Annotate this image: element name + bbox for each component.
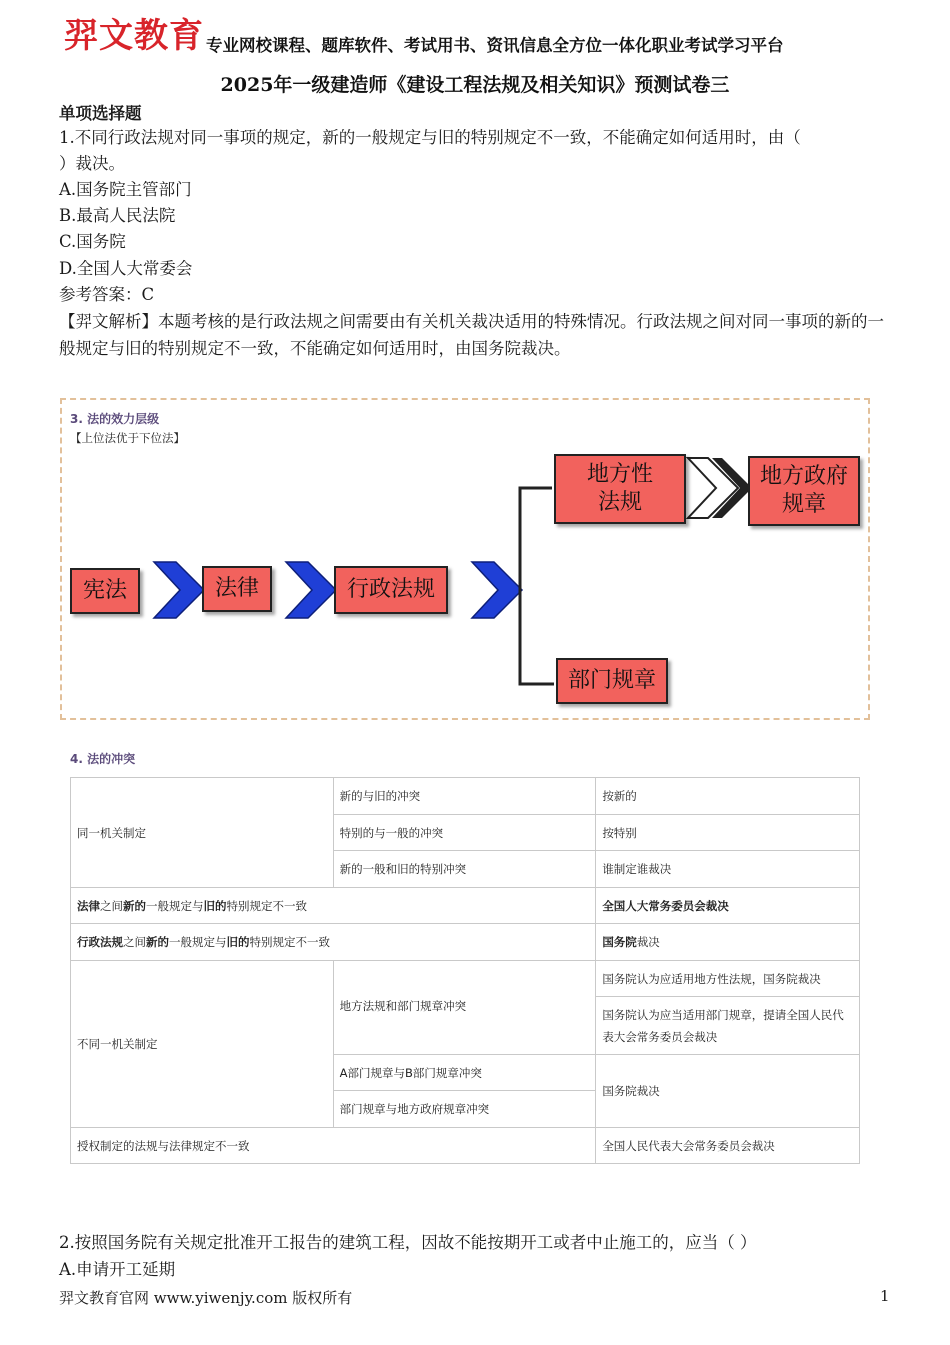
box-local-government-rule [748,456,860,526]
box-local-government-rule-line2: 规章 [781,492,826,517]
text: 一般规定与 [169,935,227,949]
text-bold: 国务院 [602,935,637,949]
q2-stem: 2.按照国务院有关规定批准开工报告的建筑工程，因故不能按期开工或者中止施工的，应当（ ） [59,1233,757,1252]
branch-connector [520,488,554,684]
table-row [71,961,860,997]
section-title: 单项选择题 [59,104,142,123]
cell-conflict-type: 地方法规和部门规章冲突 [333,961,596,1055]
q1-option-d: D.全国人大常委会 [59,259,193,278]
hierarchy-diagram [60,398,870,720]
q2-option-a: A.申请开工延期 [59,1260,176,1279]
diagram-subheading: 【上位法优于下位法】 [70,431,185,445]
footer-copyright: 羿文教育官网 www.yiwenjy.com 版权所有 [59,1289,353,1307]
text: 特别规定不一致 [249,935,330,949]
page-number: 1 [880,1287,890,1305]
box-constitution: 宪法 [70,568,140,614]
box-local-regulation-line2: 法规 [597,490,642,515]
text-bold: 旧的 [226,935,250,949]
cell-conflict-type: 新的与旧的冲突 [333,778,596,815]
law-conflict-table [70,777,860,1164]
cell-rule: 按新的 [596,778,860,815]
q1-answer: 参考答案：C [59,285,155,304]
cell-auth-conflict: 授权制定的法规与法律规定不一致 [71,1128,596,1164]
text-bold: 法律 [77,898,100,913]
table-row [71,888,860,924]
q1-analysis: 【羿文解析】本题考核的是行政法规之间需要由有关机关裁决适用的特殊情况。行政法规之间对同一事项的新的一般规定与旧的特别规定不一致，不能确定如何适用时，由国务院裁决。 [59,312,884,358]
text: 之间 [100,898,123,913]
text: 之间 [123,935,146,949]
table-heading: 4. 法的冲突 [70,752,136,766]
cell-rule: 国务院认为应当适用部门规章，提请全国人民代表大会常务委员会裁决 [596,997,860,1055]
text-bold: 旧的 [203,898,227,913]
cell-conflict-type: 新的一般和旧的特别冲突 [333,851,596,888]
box-local-government-rule-line1: 地方政府 [759,464,848,489]
table-row [71,924,860,961]
box-local-regulation [554,454,686,524]
q1-stem-line1: 1.不同行政法规对同一事项的规定，新的一般规定与旧的特别规定不一致，不能确定如何适用时，由（ [59,128,801,147]
text: 裁决 [636,935,660,949]
cell-rule: 全国人民代表大会常务委员会裁决 [596,1128,860,1164]
cell-rule: 谁制定谁裁决 [596,851,860,888]
diagram-heading: 3. 法的效力层级 [70,412,160,426]
cell-rule [596,924,860,961]
chevron-arrow-icon [286,562,336,618]
q1-stem-line2: ）裁决。 [59,154,125,173]
box-administrative-regulation: 行政法规 [334,566,448,614]
text: 一般规定与 [146,898,204,913]
cell-diff-org: 不同一机关制定 [71,961,334,1128]
box-local-regulation-line1: 地方性 [586,462,653,487]
cell-admin-conflict [71,924,596,961]
box-law: 法律 [202,566,272,612]
chevron-arrow-icon [472,562,522,618]
q1-option-a: A.国务院主管部门 [59,180,192,199]
brand-slogan: 专业网校课程、题库软件、考试用书、资讯信息全方位一体化职业考试学习平台 [206,36,784,55]
box-department-rule: 部门规章 [556,658,668,704]
cell-conflict-type: 特别的与一般的冲突 [333,815,596,851]
table-row [71,1128,860,1164]
cell-rule: 国务院认为应适用地方性法规，国务院裁决 [596,961,860,997]
q1-option-b: B.最高人民法院 [59,206,176,225]
text-bold: 新的 [123,898,146,913]
cell-conflict-type: A部门规章与B部门规章冲突 [333,1055,596,1091]
text-bold: 行政法规 [77,935,123,949]
document-title: 2025年一级建造师《建设工程法规及相关知识》预测试卷三 [220,74,730,96]
cell-same-org: 同一机关制定 [71,778,334,888]
chevron-arrow-icon [154,562,204,618]
cell-rule: 全国人大常务委员会裁决 [596,888,860,924]
cell-rule: 国务院裁决 [596,1055,860,1128]
table-row [71,778,860,815]
text: 特别规定不一致 [226,898,307,913]
brand-logo: 羿文教育 [64,16,204,56]
cell-law-conflict [71,888,596,924]
diagram-connectors [62,400,868,718]
q1-option-c: C.国务院 [59,232,126,251]
text-bold: 新的 [146,935,169,949]
cell-conflict-type: 部门规章与地方政府规章冲突 [333,1091,596,1128]
cell-rule: 按特别 [596,815,860,851]
